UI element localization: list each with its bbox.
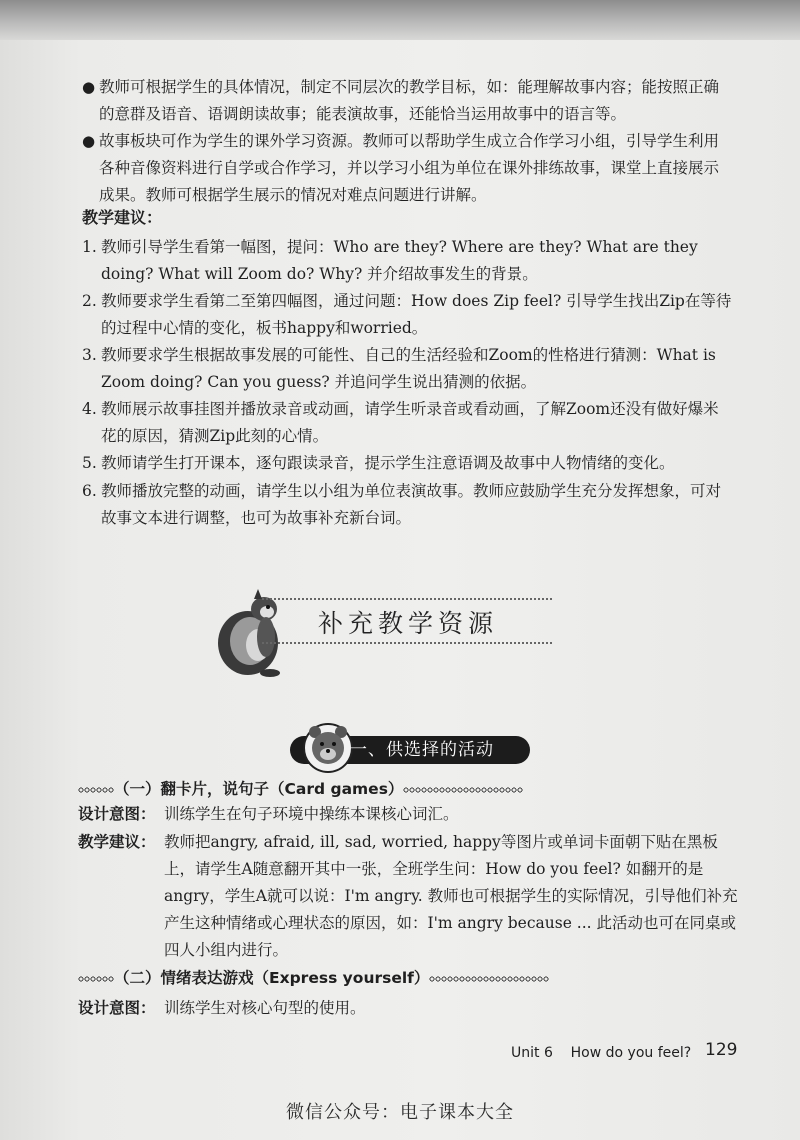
- bullet-dot-icon: ●: [82, 78, 96, 96]
- banner-dotted-line-bottom: [262, 642, 552, 644]
- suggestion-label: 教学建议：: [78, 833, 156, 851]
- suggestion-text: 教师把angry, afraid, ill, sad, worried, happy等图片或单词卡面朝下贴在黑板上，请学生A随意翻开其中一张，全班学生问：How do you feel? 如翻开的是angry，学生A就可以说：I'm angry. 教师也可根据学生的实际情况，引导他们补充产生这种情绪或心理状态的原因，如：I'm angry because ... 此活动也可在同桌或四人小组内进行。: [164, 833, 738, 959]
- bullet-item: [82, 128, 732, 209]
- bullet-text: 故事板块可作为学生的课外学习资源。教师可以帮助学生成立合作学习小组，引导学生利用各种音像资料进行自学或合作学习，并以学习小组为单位在课外排练故事，课堂上直接展示成果。教师可根据学生展示的情况对难点问题进行讲解。: [99, 132, 720, 204]
- design-label: 设计意图：: [78, 999, 156, 1017]
- bear-mascot-icon: [300, 718, 356, 774]
- activity2-design-row: [78, 995, 738, 1022]
- step-number: 3.: [82, 346, 97, 364]
- wave-decoration-icon: [403, 787, 523, 793]
- step-item: [82, 396, 734, 450]
- teaching-suggestion-heading: 教学建议：: [82, 208, 163, 227]
- activity1-suggestion-row: [78, 829, 738, 964]
- design-text: 训练学生在句子环境中操练本课核心词汇。: [164, 805, 459, 823]
- step-number: 5.: [82, 454, 97, 472]
- step-text: 教师要求学生看第二至第四幅图，通过问题：How does Zip feel? 引导学生找出Zip在等待的过程中心情的变化，板书happy和worried。: [101, 292, 732, 337]
- top-scan-shadow: [0, 0, 800, 40]
- unit-footer: Unit 6 How do you feel?: [511, 1045, 692, 1061]
- step-item: [82, 450, 734, 477]
- activities-banner-title: 一、供选择的活动: [350, 740, 494, 760]
- step-text: 教师要求学生根据故事发展的可能性、自己的生活经验和Zoom的性格进行猜测：What is Zoom doing? Can you guess? 并追问学生说出猜测的依据。: [101, 346, 716, 391]
- step-number: 6.: [82, 482, 97, 500]
- page-number: 129: [705, 1040, 738, 1060]
- activity1-title-row: [78, 777, 523, 801]
- bullet-dot-icon: ●: [82, 132, 96, 150]
- banner-dotted-line-top: [262, 598, 552, 600]
- step-text: 教师展示故事挂图并播放录音或动画，请学生听录音或看动画，了解Zoom还没有做好爆米花的原因，猜测Zip此刻的心情。: [101, 400, 719, 445]
- step-number: 1.: [82, 238, 97, 256]
- step-text: 教师播放完整的动画，请学生以小组为单位表演故事。教师应鼓励学生充分发挥想象，可对故事文本进行调整，也可为故事补充新台词。: [101, 482, 722, 527]
- activity1-design-row: [78, 801, 738, 828]
- step-text: 教师请学生打开课本，逐句跟读录音，提示学生注意语调及故事中人物情绪的变化。: [101, 454, 675, 472]
- watermark-text: 微信公众号：电子课本大全: [286, 1102, 514, 1123]
- activity2-title-row: [78, 966, 549, 990]
- wave-decoration-icon: [78, 787, 114, 793]
- step-number: 4.: [82, 400, 97, 418]
- step-item: [82, 478, 734, 532]
- resource-banner-title: 补充教学资源: [318, 609, 499, 638]
- design-label: 设计意图：: [78, 805, 156, 823]
- activity2-title: （二）情绪表达游戏（Express yourself）: [114, 969, 430, 987]
- step-item: [82, 234, 734, 288]
- wave-decoration-icon: [78, 976, 114, 982]
- step-item: [82, 288, 734, 342]
- wave-decoration-icon: [429, 976, 549, 982]
- bullet-item: [82, 74, 732, 128]
- step-item: [82, 342, 734, 396]
- activity1-title: （一）翻卡片，说句子（Card games）: [114, 780, 404, 798]
- step-number: 2.: [82, 292, 97, 310]
- step-text: 教师引导学生看第一幅图，提问：Who are they? Where are they? What are they doing? What will Zoom do? Why? 并介绍故事发生的背景。: [101, 238, 698, 283]
- bullet-text: 教师可根据学生的具体情况，制定不同层次的教学目标，如：能理解故事内容；能按照正确的意群及语音、语调朗读故事；能表演故事，还能恰当运用故事中的语言等。: [99, 78, 720, 123]
- design-text: 训练学生对核心句型的使用。: [164, 999, 366, 1017]
